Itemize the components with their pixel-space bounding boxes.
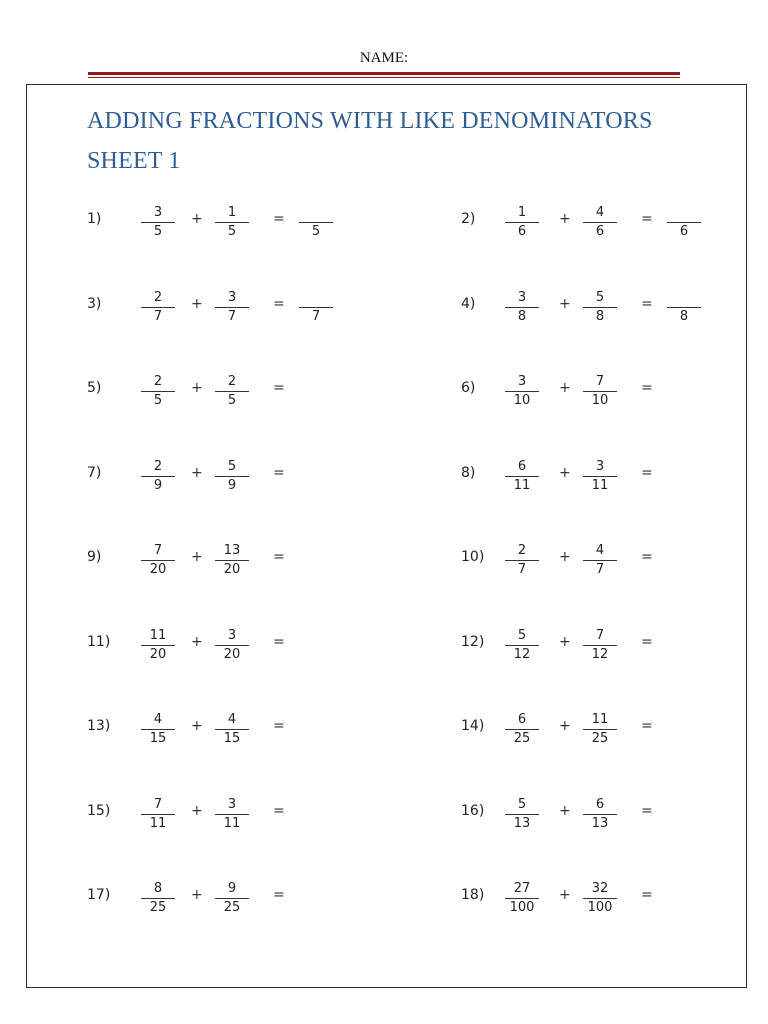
denominator: 11 (223, 816, 241, 831)
answer-numerator-blank (297, 289, 335, 307)
second-fraction (581, 880, 619, 917)
answer-denominator: 7 (311, 309, 321, 324)
problem-15 (87, 796, 347, 836)
problem-number: 14) (461, 718, 485, 734)
second-fraction (581, 542, 619, 579)
numerator: 6 (595, 797, 605, 812)
denominator: 9 (153, 478, 163, 493)
numerator: 8 (153, 881, 163, 896)
numerator: 1 (517, 205, 527, 220)
equals-sign: = (641, 634, 653, 650)
denominator: 10 (513, 393, 531, 408)
first-fraction (139, 204, 177, 241)
first-fraction (139, 542, 177, 579)
first-fraction (139, 796, 177, 833)
problem-number: 4) (461, 296, 476, 312)
answer-denominator: 5 (311, 224, 321, 239)
problem-3 (87, 289, 347, 329)
numerator: 11 (149, 628, 167, 643)
problem-number: 7) (87, 465, 102, 481)
denominator: 6 (595, 224, 605, 239)
denominator: 15 (149, 731, 167, 746)
denominator: 7 (595, 562, 605, 577)
numerator: 27 (513, 881, 531, 896)
numerator: 4 (153, 712, 163, 727)
problem-number: 16) (461, 803, 485, 819)
problem-number: 5) (87, 380, 102, 396)
problem-number: 11) (87, 634, 111, 650)
first-fraction (503, 711, 541, 748)
numerator: 4 (595, 205, 605, 220)
plus-sign: + (191, 803, 203, 819)
numerator: 3 (153, 205, 163, 220)
denominator: 5 (153, 224, 163, 239)
denominator: 25 (223, 900, 241, 915)
problem-5 (87, 373, 347, 413)
numerator: 5 (517, 628, 527, 643)
problem-number: 8) (461, 465, 476, 481)
second-fraction (581, 627, 619, 664)
denominator: 25 (591, 731, 609, 746)
equals-sign: = (273, 549, 285, 565)
numerator: 4 (227, 712, 237, 727)
denominator: 7 (227, 309, 237, 324)
problem-18 (461, 880, 721, 920)
first-fraction (139, 373, 177, 410)
problem-13 (87, 711, 347, 751)
denominator: 15 (223, 731, 241, 746)
second-fraction (213, 796, 251, 833)
plus-sign: + (191, 549, 203, 565)
numerator: 5 (517, 797, 527, 812)
denominator: 5 (153, 393, 163, 408)
problem-16 (461, 796, 721, 836)
first-fraction (139, 458, 177, 495)
problem-number: 3) (87, 296, 102, 312)
numerator: 2 (153, 459, 163, 474)
second-fraction (213, 458, 251, 495)
numerator: 3 (517, 290, 527, 305)
first-fraction (503, 458, 541, 495)
denominator: 5 (227, 224, 237, 239)
plus-sign: + (559, 465, 571, 481)
numerator: 9 (227, 881, 237, 896)
numerator: 1 (227, 205, 237, 220)
numerator: 11 (591, 712, 609, 727)
problem-number: 2) (461, 211, 476, 227)
problem-14 (461, 711, 721, 751)
numerator: 5 (595, 290, 605, 305)
first-fraction (139, 880, 177, 917)
equals-sign: = (273, 634, 285, 650)
numerator: 2 (153, 374, 163, 389)
plus-sign: + (191, 465, 203, 481)
answer-blank (297, 204, 335, 241)
equals-sign: = (273, 803, 285, 819)
plus-sign: + (559, 803, 571, 819)
problem-11 (87, 627, 347, 667)
equals-sign: = (273, 887, 285, 903)
first-fraction (503, 542, 541, 579)
equals-sign: = (273, 465, 285, 481)
numerator: 7 (153, 543, 163, 558)
denominator: 100 (587, 900, 613, 915)
header-rule-thin (88, 77, 680, 78)
plus-sign: + (559, 380, 571, 396)
numerator: 2 (227, 374, 237, 389)
problem-number: 18) (461, 887, 485, 903)
denominator: 20 (223, 647, 241, 662)
second-fraction (213, 542, 251, 579)
numerator: 32 (591, 881, 609, 896)
problem-number: 1) (87, 211, 102, 227)
denominator: 10 (591, 393, 609, 408)
plus-sign: + (559, 718, 571, 734)
denominator: 20 (149, 562, 167, 577)
equals-sign: = (641, 803, 653, 819)
plus-sign: + (191, 887, 203, 903)
first-fraction (503, 796, 541, 833)
problem-4 (461, 289, 721, 329)
denominator: 12 (591, 647, 609, 662)
second-fraction (581, 458, 619, 495)
second-fraction (213, 627, 251, 664)
problem-number: 13) (87, 718, 111, 734)
numerator: 3 (517, 374, 527, 389)
problem-number: 9) (87, 549, 102, 565)
equals-sign: = (641, 296, 653, 312)
first-fraction (503, 627, 541, 664)
numerator: 2 (517, 543, 527, 558)
denominator: 100 (509, 900, 535, 915)
denominator: 13 (591, 816, 609, 831)
first-fraction (503, 289, 541, 326)
plus-sign: + (559, 549, 571, 565)
plus-sign: + (191, 211, 203, 227)
first-fraction (503, 204, 541, 241)
answer-blank (665, 204, 703, 241)
problem-17 (87, 880, 347, 920)
answer-numerator-blank (665, 204, 703, 222)
denominator: 6 (517, 224, 527, 239)
header-rule-thick (88, 72, 680, 75)
denominator: 13 (513, 816, 531, 831)
denominator: 11 (513, 478, 531, 493)
second-fraction (213, 880, 251, 917)
plus-sign: + (559, 296, 571, 312)
worksheet-title: ADDING FRACTIONS WITH LIKE DENOMINATORS (87, 108, 653, 134)
numerator: 3 (227, 628, 237, 643)
problem-2 (461, 204, 721, 244)
numerator: 6 (517, 459, 527, 474)
second-fraction (581, 289, 619, 326)
second-fraction (213, 289, 251, 326)
second-fraction (213, 373, 251, 410)
plus-sign: + (191, 634, 203, 650)
second-fraction (213, 204, 251, 241)
worksheet-subtitle: SHEET 1 (87, 148, 181, 174)
first-fraction (139, 711, 177, 748)
problem-number: 15) (87, 803, 111, 819)
second-fraction (581, 204, 619, 241)
numerator: 13 (223, 543, 241, 558)
second-fraction (581, 796, 619, 833)
equals-sign: = (641, 549, 653, 565)
equals-sign: = (641, 718, 653, 734)
name-label: NAME: (359, 50, 409, 66)
problem-number: 17) (87, 887, 111, 903)
denominator: 7 (153, 309, 163, 324)
denominator: 25 (513, 731, 531, 746)
numerator: 4 (595, 543, 605, 558)
equals-sign: = (273, 380, 285, 396)
answer-blank (297, 289, 335, 326)
second-fraction (581, 711, 619, 748)
equals-sign: = (641, 211, 653, 227)
problem-number: 6) (461, 380, 476, 396)
numerator: 6 (517, 712, 527, 727)
problem-9 (87, 542, 347, 582)
problem-7 (87, 458, 347, 498)
answer-numerator-blank (297, 204, 335, 222)
problem-number: 12) (461, 634, 485, 650)
plus-sign: + (191, 380, 203, 396)
first-fraction (503, 880, 541, 917)
numerator: 5 (227, 459, 237, 474)
plus-sign: + (559, 211, 571, 227)
problem-12 (461, 627, 721, 667)
denominator: 20 (149, 647, 167, 662)
plus-sign: + (559, 887, 571, 903)
problem-number: 10) (461, 549, 485, 565)
second-fraction (581, 373, 619, 410)
answer-denominator: 8 (679, 309, 689, 324)
numerator: 7 (595, 628, 605, 643)
second-fraction (213, 711, 251, 748)
answer-numerator-blank (665, 289, 703, 307)
denominator: 25 (149, 900, 167, 915)
answer-blank (665, 289, 703, 326)
denominator: 20 (223, 562, 241, 577)
numerator: 3 (595, 459, 605, 474)
equals-sign: = (641, 380, 653, 396)
numerator: 3 (227, 290, 237, 305)
first-fraction (139, 289, 177, 326)
equals-sign: = (273, 211, 285, 227)
equals-sign: = (641, 887, 653, 903)
first-fraction (503, 373, 541, 410)
numerator: 2 (153, 290, 163, 305)
answer-denominator: 6 (679, 224, 689, 239)
problem-8 (461, 458, 721, 498)
problem-10 (461, 542, 721, 582)
denominator: 11 (149, 816, 167, 831)
denominator: 9 (227, 478, 237, 493)
numerator: 7 (153, 797, 163, 812)
equals-sign: = (273, 296, 285, 312)
numerator: 3 (227, 797, 237, 812)
plus-sign: + (559, 634, 571, 650)
denominator: 7 (517, 562, 527, 577)
equals-sign: = (273, 718, 285, 734)
equals-sign: = (641, 465, 653, 481)
denominator: 5 (227, 393, 237, 408)
problem-1 (87, 204, 347, 244)
denominator: 8 (517, 309, 527, 324)
first-fraction (139, 627, 177, 664)
denominator: 11 (591, 478, 609, 493)
plus-sign: + (191, 718, 203, 734)
denominator: 12 (513, 647, 531, 662)
plus-sign: + (191, 296, 203, 312)
problem-6 (461, 373, 721, 413)
numerator: 7 (595, 374, 605, 389)
denominator: 8 (595, 309, 605, 324)
